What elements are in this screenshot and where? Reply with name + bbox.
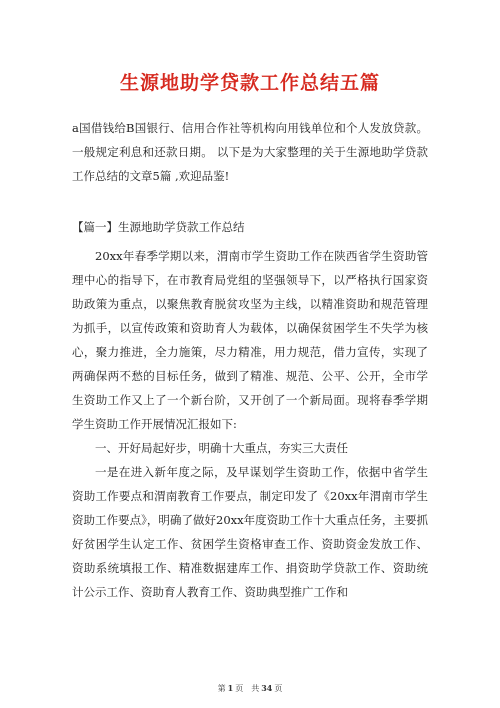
section-heading: 【篇一】生源地助学贷款工作总结 bbox=[72, 220, 245, 234]
footer-page-suffix: 页 bbox=[274, 684, 283, 693]
intro-paragraph: a国借钱给B国银行、信用合作社等机构向用钱单位和个人发放贷款。一般规定利息和还款日期。 以下是为大家整理的关于生源地助学贷款工作总结的文章5篇 ,欢迎品鉴! bbox=[72, 121, 428, 183]
footer-page-current: 1 bbox=[227, 683, 234, 693]
footer-page-mid: 页 共 bbox=[235, 684, 260, 693]
body-paragraph-1: 20xx年春季学期以来，渭南市学生资助工作在陕西省学生资助管理中心的指导下，在市教育局党组的坚强领导下，以严格执行国家资助政策为重点，以聚焦教育脱贫攻坚为主线，以精准资助和规范管理为抓手，以宣传政策和资助育人为载体，以确保贫困学生不失学为核心，聚力推进，全力施策，尽力精准，用力规范，借力宣传，实现了两确保两不愁的目标任务，做到了精准、规范、公平、公开，全市学生资助工作又上了一个新台阶，又开创了一个新局面。现将春季学期学生资助工作开展情况汇报如下: bbox=[72, 249, 428, 431]
page-footer bbox=[0, 683, 500, 694]
body-text bbox=[72, 244, 428, 604]
body-subheading: 一、开好局起好步，明确十大重点，夯实三大责任 bbox=[95, 441, 348, 455]
body-paragraph-2: 一是在进入新年度之际，及早谋划学生资助工作，依据中省学生资助工作要点和渭南教育工作要点，制定印发了《20xx年渭南市学生资助工作要点》，明确了做好20xx年度资助工作十大重点任务，主要抓好贫困学生认定工作、贫困学生资格审查工作、资助资金发放工作、资助系统填报工作、精准数据建库工作、捐资助学贷款工作、资助统计公示工作、资助育人教育工作、资助典型推广工作和 bbox=[72, 465, 428, 599]
document-title: 生源地助学贷款工作总结五篇 bbox=[119, 72, 380, 94]
footer-page-prefix: 第 bbox=[217, 684, 226, 693]
footer-page-total: 34 bbox=[261, 683, 273, 693]
